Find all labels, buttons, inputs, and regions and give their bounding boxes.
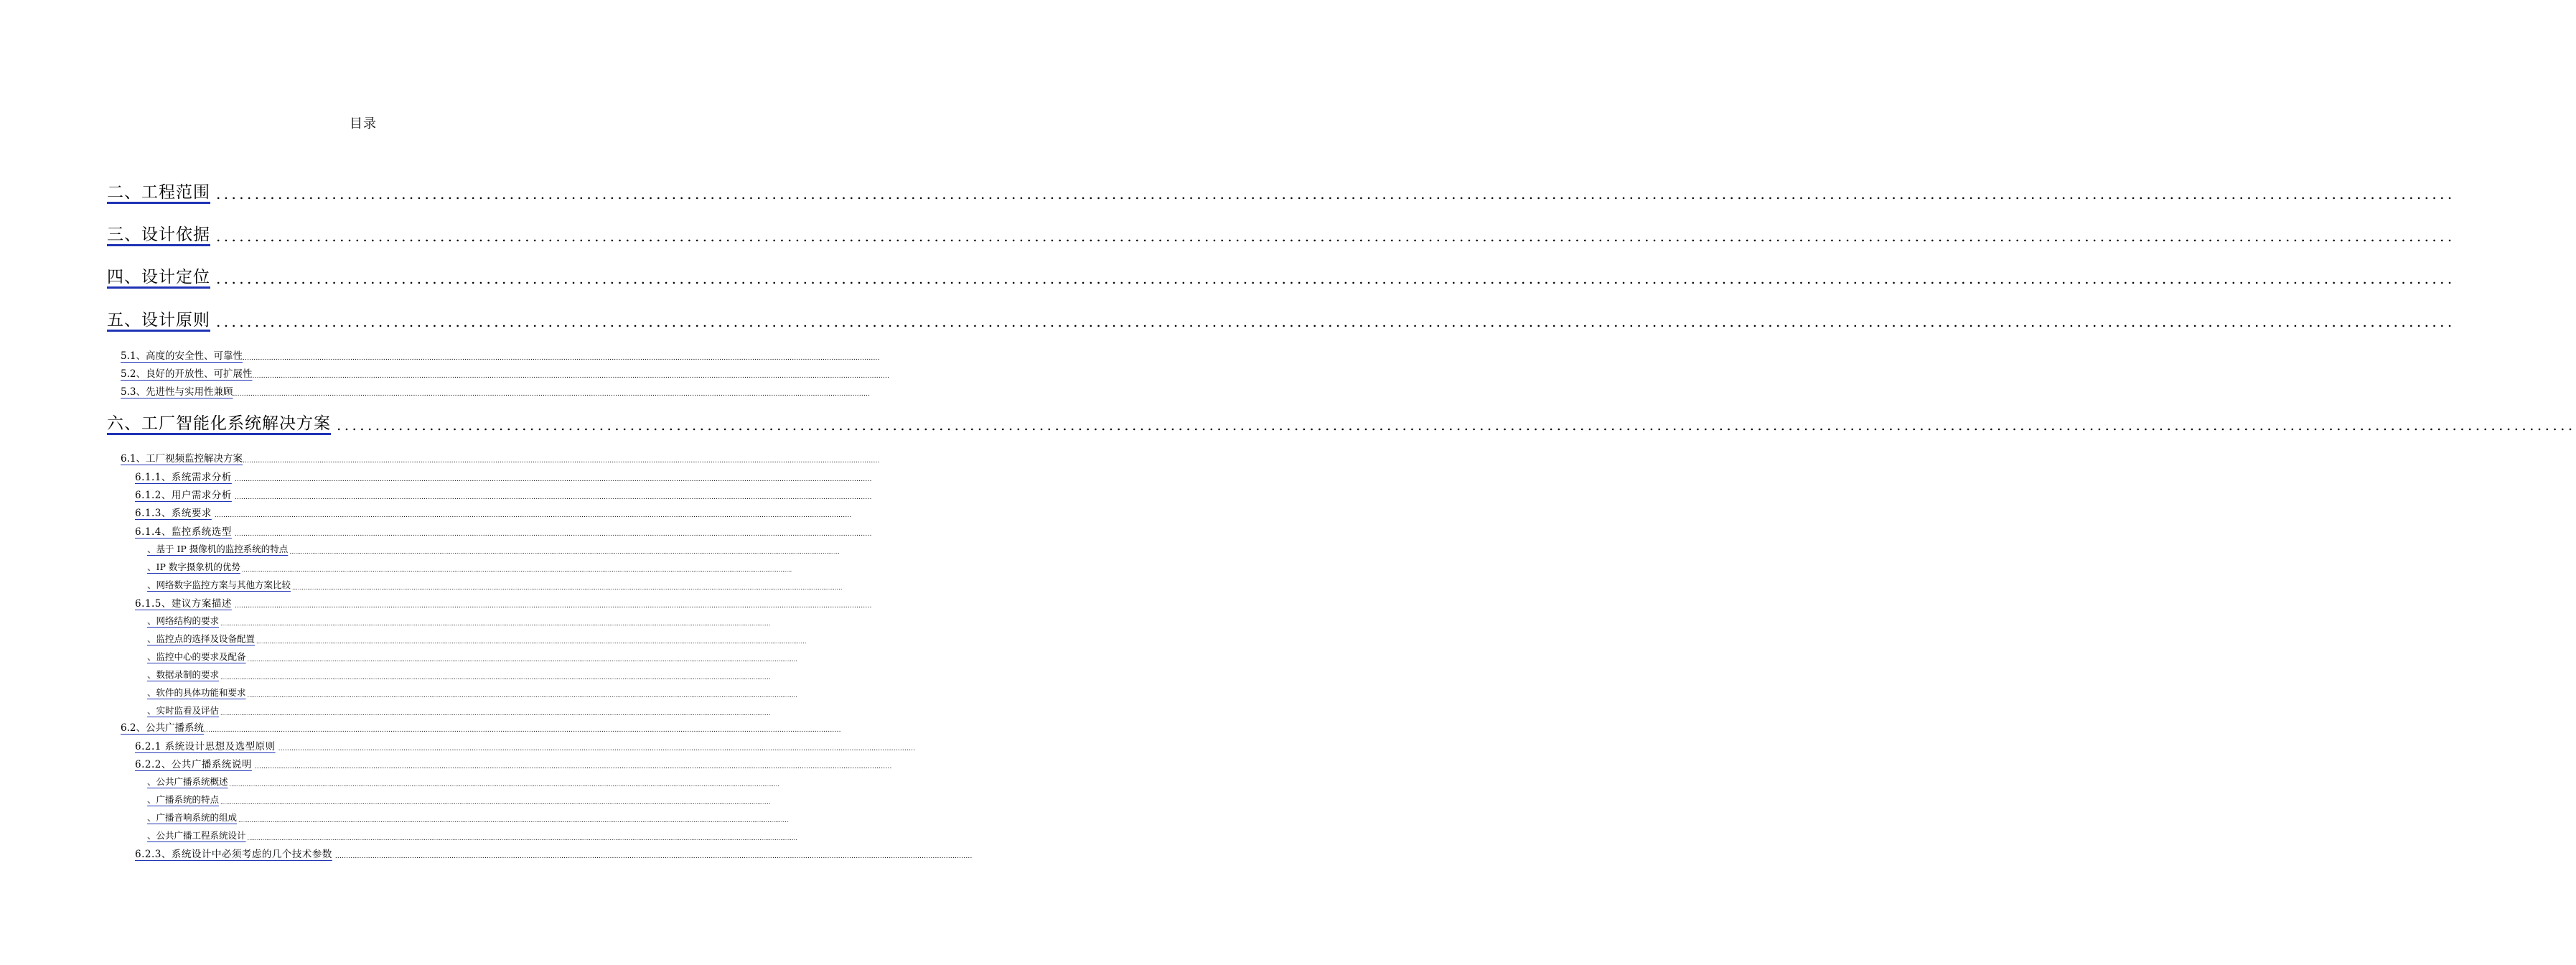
toc-link[interactable]: 6.2.1 系统设计思想及选型原则 (135, 741, 276, 752)
toc-link[interactable]: 6.1.3、系统要求 (135, 508, 212, 519)
toc-entry[interactable] (135, 846, 973, 860)
toc-entry[interactable] (147, 775, 779, 788)
toc-entry[interactable] (147, 650, 797, 663)
dot-leader: .................................................................................................................................................................................................................................................................................................. (234, 476, 872, 483)
toc-entry[interactable] (135, 756, 892, 770)
toc-entry[interactable] (135, 523, 872, 538)
toc-entry[interactable] (135, 505, 852, 519)
dot-leader: .................................................................................................................................................................................................................................................................................................. (216, 270, 2455, 287)
toc-entry[interactable] (107, 306, 2455, 330)
toc-entry[interactable] (121, 365, 890, 380)
dot-leader: .................................................................................................................................................................................................................................................................................................. (220, 620, 771, 627)
toc-link[interactable]: 、广播音响系统的组成 (147, 812, 238, 823)
dot-leader: .................................................................................................................................................................................................................................................................................................. (334, 853, 973, 860)
toc-link[interactable]: 、IP 数字摄象机的优势 (147, 561, 240, 572)
toc-link[interactable]: 、公共广播工程系统设计 (147, 830, 246, 841)
dot-leader: .................................................................................................................................................................................................................................................................................................. (216, 228, 2455, 245)
toc-entry[interactable] (147, 793, 771, 806)
toc-entry[interactable] (147, 686, 797, 699)
toc-entry[interactable] (107, 220, 2455, 245)
toc-entry[interactable] (147, 560, 792, 573)
toc-entry[interactable] (107, 263, 2455, 287)
toc-entry[interactable] (147, 704, 771, 717)
toc-link[interactable]: 6.1.5、建议方案描述 (135, 598, 232, 610)
toc-entry[interactable] (147, 542, 840, 555)
toc-title: 目录 (350, 116, 377, 131)
toc-entry[interactable] (135, 738, 916, 752)
toc-entry[interactable] (147, 614, 771, 627)
toc-link[interactable]: 、实时监看及评估 (147, 705, 220, 716)
dot-leader: .................................................................................................................................................................................................................................................................................................. (241, 567, 792, 573)
toc-entry[interactable] (121, 450, 880, 465)
dot-leader: .................................................................................................................................................................................................................................................................................................. (234, 602, 872, 610)
dot-leader: .................................................................................................................................................................................................................................................................................................. (220, 799, 771, 806)
toc-entry[interactable] (121, 348, 880, 362)
toc-link[interactable]: 5.1、高度的安全性、可靠性 (121, 350, 243, 362)
toc-link[interactable]: 五、设计原则 (107, 311, 210, 330)
dot-leader: .................................................................................................................................................................................................................................................................................................. (256, 638, 807, 645)
toc-entry[interactable] (147, 578, 843, 591)
dot-leader: .................................................................................................................................................................................................................................................................................................. (203, 727, 841, 734)
toc-entry[interactable] (147, 668, 771, 681)
toc-link[interactable]: 、监控点的选择及设备配置 (147, 633, 256, 644)
dot-leader: .................................................................................................................................................................................................................................................................................................. (220, 710, 771, 717)
dot-leader: .................................................................................................................................................................................................................................................................................................. (242, 457, 880, 465)
toc-link[interactable]: 6.2.3、系统设计中必须考虑的几个技术参数 (135, 849, 332, 860)
dot-leader: .................................................................................................................................................................................................................................................................................................. (252, 373, 890, 380)
toc-link[interactable]: 、公共广播系统概述 (147, 776, 228, 787)
toc-link[interactable]: 6.2.2、公共广播系统说明 (135, 759, 252, 770)
toc-entry[interactable] (147, 829, 797, 842)
toc-entry[interactable] (147, 632, 807, 645)
dot-leader: .................................................................................................................................................................................................................................................................................................. (289, 549, 840, 555)
toc-link[interactable]: 6.1.2、用户需求分析 (135, 490, 232, 501)
toc-entry[interactable] (121, 719, 841, 734)
toc-link[interactable]: 、数据录制的要求 (147, 669, 220, 680)
dot-leader: .................................................................................................................................................................................................................................................................................................. (234, 531, 872, 538)
toc-entry[interactable] (107, 178, 2455, 202)
toc-link[interactable]: 6.1.1、系统需求分析 (135, 472, 232, 483)
dot-leader: .................................................................................................................................................................................................................................................................................................. (247, 656, 797, 663)
dot-leader: .................................................................................................................................................................................................................................................................................................. (238, 817, 789, 824)
toc-entry[interactable] (147, 811, 789, 824)
dot-leader: .................................................................................................................................................................................................................................................................................................. (247, 692, 797, 699)
toc-link[interactable]: 5.2、良好的开放性、可扩展性 (121, 368, 253, 380)
toc-entry[interactable] (107, 409, 2576, 434)
dot-leader: .................................................................................................................................................................................................................................................................................................. (216, 313, 2455, 330)
toc-link[interactable]: 6.1.4、监控系统选型 (135, 526, 232, 538)
dot-leader: .................................................................................................................................................................................................................................................................................................. (254, 763, 892, 770)
toc-entry[interactable] (135, 469, 872, 483)
toc-link[interactable]: 、网络数字监控方案与其他方案比较 (147, 579, 291, 590)
toc-link[interactable]: 、软件的具体功能和要求 (147, 687, 246, 698)
toc-link[interactable]: 5.3、先进性与实用性兼顾 (121, 386, 233, 398)
toc-link[interactable]: 6.1、工厂视频监控解决方案 (121, 453, 243, 465)
dot-leader: .................................................................................................................................................................................................................................................................................................. (220, 674, 771, 681)
dot-leader: .................................................................................................................................................................................................................................................................................................. (337, 416, 2576, 434)
dot-leader: .................................................................................................................................................................................................................................................................................................. (247, 835, 797, 842)
toc-link[interactable]: 三、设计依据 (107, 225, 210, 244)
toc-link[interactable]: 二、工程范围 (107, 183, 210, 202)
dot-leader: .................................................................................................................................................................................................................................................................................................. (292, 584, 843, 591)
toc-link[interactable]: 、网络结构的要求 (147, 615, 220, 626)
toc-link[interactable]: 四、设计定位 (107, 268, 210, 286)
toc-link[interactable]: 6.2、公共广播系统 (121, 722, 204, 734)
toc-entry[interactable] (135, 595, 872, 610)
toc-link[interactable]: 六、工厂智能化系统解决方案 (107, 414, 331, 433)
dot-leader: .................................................................................................................................................................................................................................................................................................. (234, 494, 872, 501)
dot-leader: .................................................................................................................................................................................................................................................................................................. (278, 745, 916, 752)
toc-entry[interactable] (135, 487, 872, 501)
toc-entry[interactable] (121, 383, 871, 398)
toc-link[interactable]: 、监控中心的要求及配备 (147, 651, 246, 662)
dot-leader: .................................................................................................................................................................................................................................................................................................. (242, 355, 880, 362)
dot-leader: .................................................................................................................................................................................................................................................................................................. (233, 391, 871, 398)
dot-leader: .................................................................................................................................................................................................................................................................................................. (214, 512, 852, 519)
dot-leader: .................................................................................................................................................................................................................................................................................................. (229, 781, 779, 788)
toc-link[interactable]: 、基于 IP 摄像机的监控系统的特点 (147, 544, 289, 554)
dot-leader: .................................................................................................................................................................................................................................................................................................. (216, 185, 2455, 202)
toc-link[interactable]: 、广播系统的特点 (147, 794, 220, 805)
